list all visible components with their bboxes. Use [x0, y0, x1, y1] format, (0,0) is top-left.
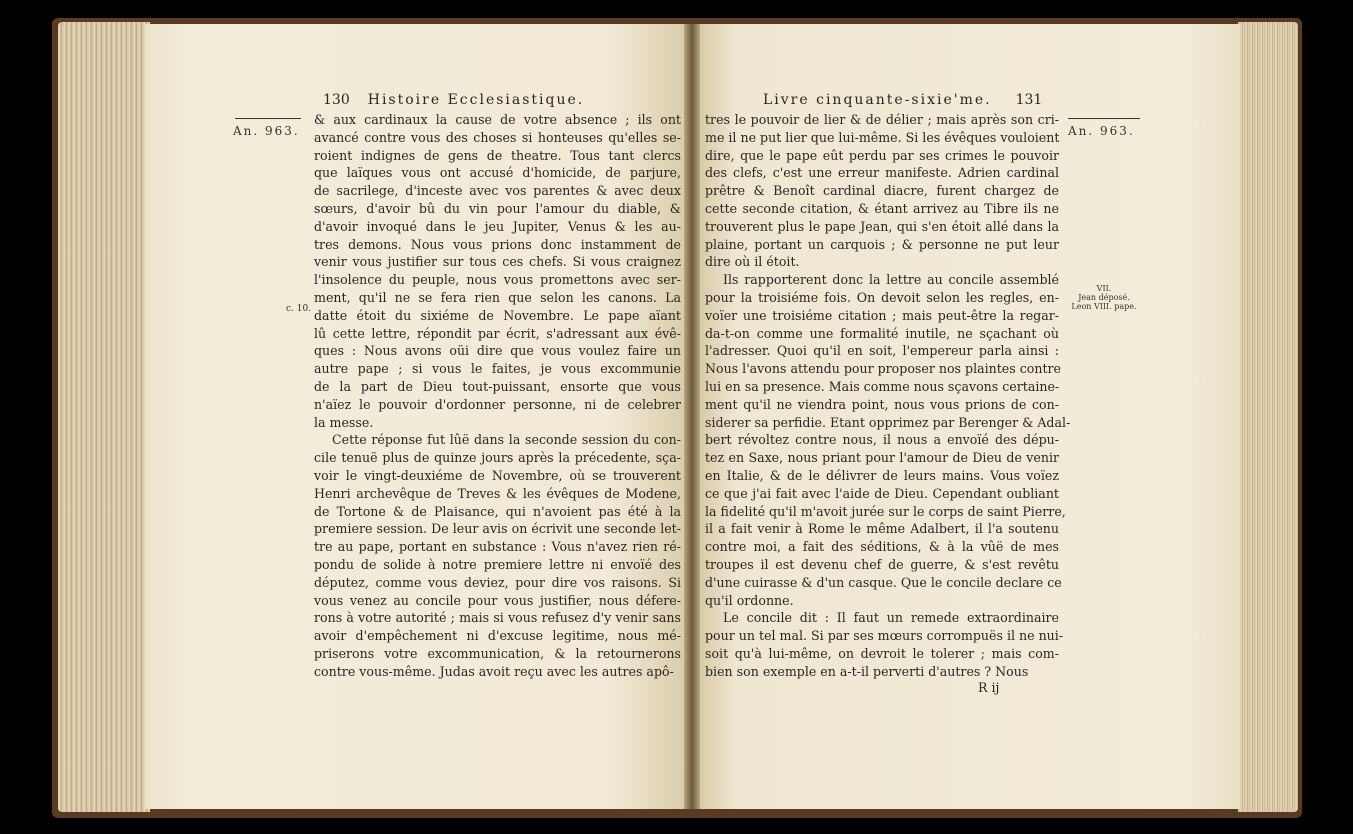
text-line: qu'il ordonne.: [705, 592, 794, 608]
text-line: d'avoir invoqué dans le jeu Jupiter, Venus & les au-: [314, 218, 681, 234]
text-line: Henri archevêque de Treves & les évêques de Modene,: [314, 485, 681, 501]
text-line: contre vous-même. Judas avoit reçu avec les autres apô-: [314, 663, 674, 679]
left-running-head: Histoire Ecclesiastique.: [367, 92, 585, 108]
text-line: l'adresser. Quoi qu'il en soit, l'empereur parla ainsi :: [705, 343, 1059, 359]
text-line: n'aïez le pouvoir d'ordonner personne, ni de celebrer: [314, 396, 681, 412]
text-line: & aux cardinaux la cause de votre absence ; ils ont: [314, 112, 681, 127]
text-line: que laïques vous ont accusé d'homicide, de parjure,: [314, 165, 681, 181]
text-line: ques : Nous avons oüi dire que vous voulez faire un: [314, 343, 681, 359]
text-line: d'une cuirasse & d'un casque. Que le concile declare ce: [705, 574, 1062, 590]
text-line: tre au pape, portant en substance : Vous n'avez rien ré-: [314, 539, 681, 555]
text-line: lû cette lettre, répondit par écrit, s'adressant aux évê-: [314, 325, 681, 341]
left-page-header: [323, 92, 584, 108]
text-line: premiere session. De leur avis on écrivit une seconde let-: [314, 521, 681, 537]
text-line: soit qu'à lui-même, on devroit le tolerer ; mais com-: [705, 645, 1059, 661]
left-page-edges: [58, 22, 150, 812]
text-line: troupes il est devenu chef de guerre, & s'est revêtu: [705, 556, 1059, 572]
right-margin-year: An. 963.: [1068, 124, 1135, 138]
text-line: bien son exemple en a-t-il perverti d'autres ? Nous: [705, 663, 1029, 679]
left-margin-rule: [235, 118, 301, 119]
text-line: l'insolence du peuple, nous vous promettons avec ser-: [314, 272, 681, 288]
text-line: lui en sa presence. Mais comme nous sçavons certaine-: [705, 378, 1060, 394]
text-line: dire, que le pape eût perdu par ses crimes le pouvoir: [705, 147, 1059, 163]
text-line: dire où il étoit.: [705, 254, 800, 270]
text-line: tez en Saxe, nous priant pour l'amour de Dieu de venir: [705, 450, 1059, 466]
text-line: prêtre & Benoît cardinal diacre, furent chargez de: [705, 183, 1059, 199]
text-line: de Tortone & de Plaisance, qui n'avoient pas été à la: [314, 503, 681, 519]
text-line: plaine, portant un carquois ; & personne ne put leur: [705, 236, 1059, 252]
left-margin-year: An. 963.: [233, 124, 300, 138]
text-line: sœurs, d'avoir bû du vin pour l'amour du diable, &: [314, 200, 681, 216]
left-margin-note: c. 10.: [286, 304, 312, 314]
text-line: da-t-on comme une formalité inutile, ne sçachant où: [705, 325, 1059, 341]
text-line: pour la troisiéme fois. On devoit selon les regles, en-: [705, 289, 1059, 305]
book-gutter: [684, 24, 700, 809]
text-line: ment, qu'il ne se fera rien que selon les canons. La: [314, 289, 681, 305]
text-line: roient indignes de gens de theatre. Tous tant clercs: [314, 147, 681, 163]
text-line: me il ne put lier que lui-même. Si les évêques vouloient: [705, 129, 1060, 145]
text-line: contre moi, a fait des séditions, & à la vûë de mes: [705, 539, 1059, 555]
text-line: trouverent plus le pape Jean, qui s'en étoit allé dans la: [705, 218, 1059, 234]
text-line: tres demons. Nous vous prions donc instamment de: [314, 236, 681, 252]
text-line: siderer sa perfidie. Etant opprimez par Berenger & Adal-: [705, 414, 1071, 430]
text-line: de la part de Dieu tout-puissant, ensorte que vous: [314, 378, 681, 394]
text-line: la fidelité qu'il m'avoit jurée sur le corps de saint Pierre,: [705, 503, 1066, 519]
text-line: de sacrilege, d'inceste avec vos parentes & avec deux: [314, 183, 681, 199]
text-line: autre pape ; si vous le faites, je vous excommunie: [314, 361, 681, 377]
margin-note-number: VII.: [1096, 284, 1112, 293]
left-page-text: [314, 111, 681, 681]
text-line: Cette réponse fut lûë dans la seconde session du con-: [332, 432, 681, 448]
left-page-number: 130: [323, 92, 350, 108]
text-line: bert révoltez contre nous, il nous a envoïé des dépu-: [705, 432, 1059, 448]
text-line: pondu de solide à notre premiere lettre ni envoïé des: [314, 556, 681, 572]
text-line: cette seconde citation, & étant arrivez au Tibre ils ne: [705, 200, 1059, 216]
text-line: priserons votre excommunication, & la retournerons: [314, 645, 681, 661]
text-line: venir vous justifier sur tous ces chefs. Si vous craignez: [314, 254, 681, 270]
margin-note-line-2: Leon VIII. pape.: [1071, 302, 1137, 311]
text-line: pour un tel mal. Si par ses mœurs corrompuës il ne nui-: [705, 628, 1064, 644]
text-line: tres le pouvoir de lier & de délier ; mais après son cri-: [705, 112, 1059, 127]
right-margin-note: [1063, 284, 1145, 311]
text-line: des clefs, c'est une erreur manifeste. Adrien cardinal: [705, 165, 1059, 181]
text-line: Ils rapporterent donc la lettre au concile assemblé: [723, 272, 1059, 288]
text-line: avancé contre vous des choses si honteuses qu'elles se-: [314, 129, 681, 145]
text-line: en Italie, & de le délivrer de leurs mains. Vous voïez: [705, 467, 1059, 483]
page-signature: R ij: [978, 680, 1000, 695]
text-line: voïer une troisiéme citation ; mais peut-être la regar-: [705, 307, 1059, 323]
text-line: cile tenuë plus de quinze jours après la précedente, sça-: [314, 450, 681, 466]
text-line: rons à votre autorité ; mais si vous refusez d'y venir sans: [314, 610, 681, 626]
text-line: il a fait venir à Rome le même Adalbert, il l'a soutenu: [705, 521, 1059, 537]
right-margin-rule: [1068, 118, 1140, 119]
text-line: députez, comme vous deviez, pour dire vos raisons. Si: [314, 574, 681, 590]
text-line: voir le vingt-deuxiéme de Novembre, où se trouverent: [314, 467, 681, 483]
text-line: vous venez au concile pour vous justifier, nous défere-: [314, 592, 681, 608]
text-line: datte étoit du sixiéme de Novembre. Le pape aïant: [314, 307, 681, 323]
right-page-number: 131: [1015, 92, 1043, 108]
text-line: la messe.: [314, 414, 374, 430]
text-line: Le concile dit : Il faut un remede extraordinaire: [723, 610, 1059, 626]
text-line: Nous l'avons attendu pour proposer nos plaintes contre: [705, 361, 1062, 377]
right-page-edges: [1238, 22, 1298, 812]
right-page-text: [705, 111, 1071, 681]
text-line: ment qu'il ne viendra point, nous vous prions de con-: [705, 396, 1059, 412]
right-running-head: Livre cinquante-sixie'me.: [763, 92, 992, 108]
margin-note-line-1: Jean déposé.: [1078, 293, 1130, 302]
text-line: avoir d'empêchement ni d'excuse legitime, nous mé-: [314, 628, 681, 644]
right-page-header: [763, 92, 1042, 108]
text-line: ce que j'ai fait avec l'aide de Dieu. Cependant oubliant: [705, 485, 1059, 501]
